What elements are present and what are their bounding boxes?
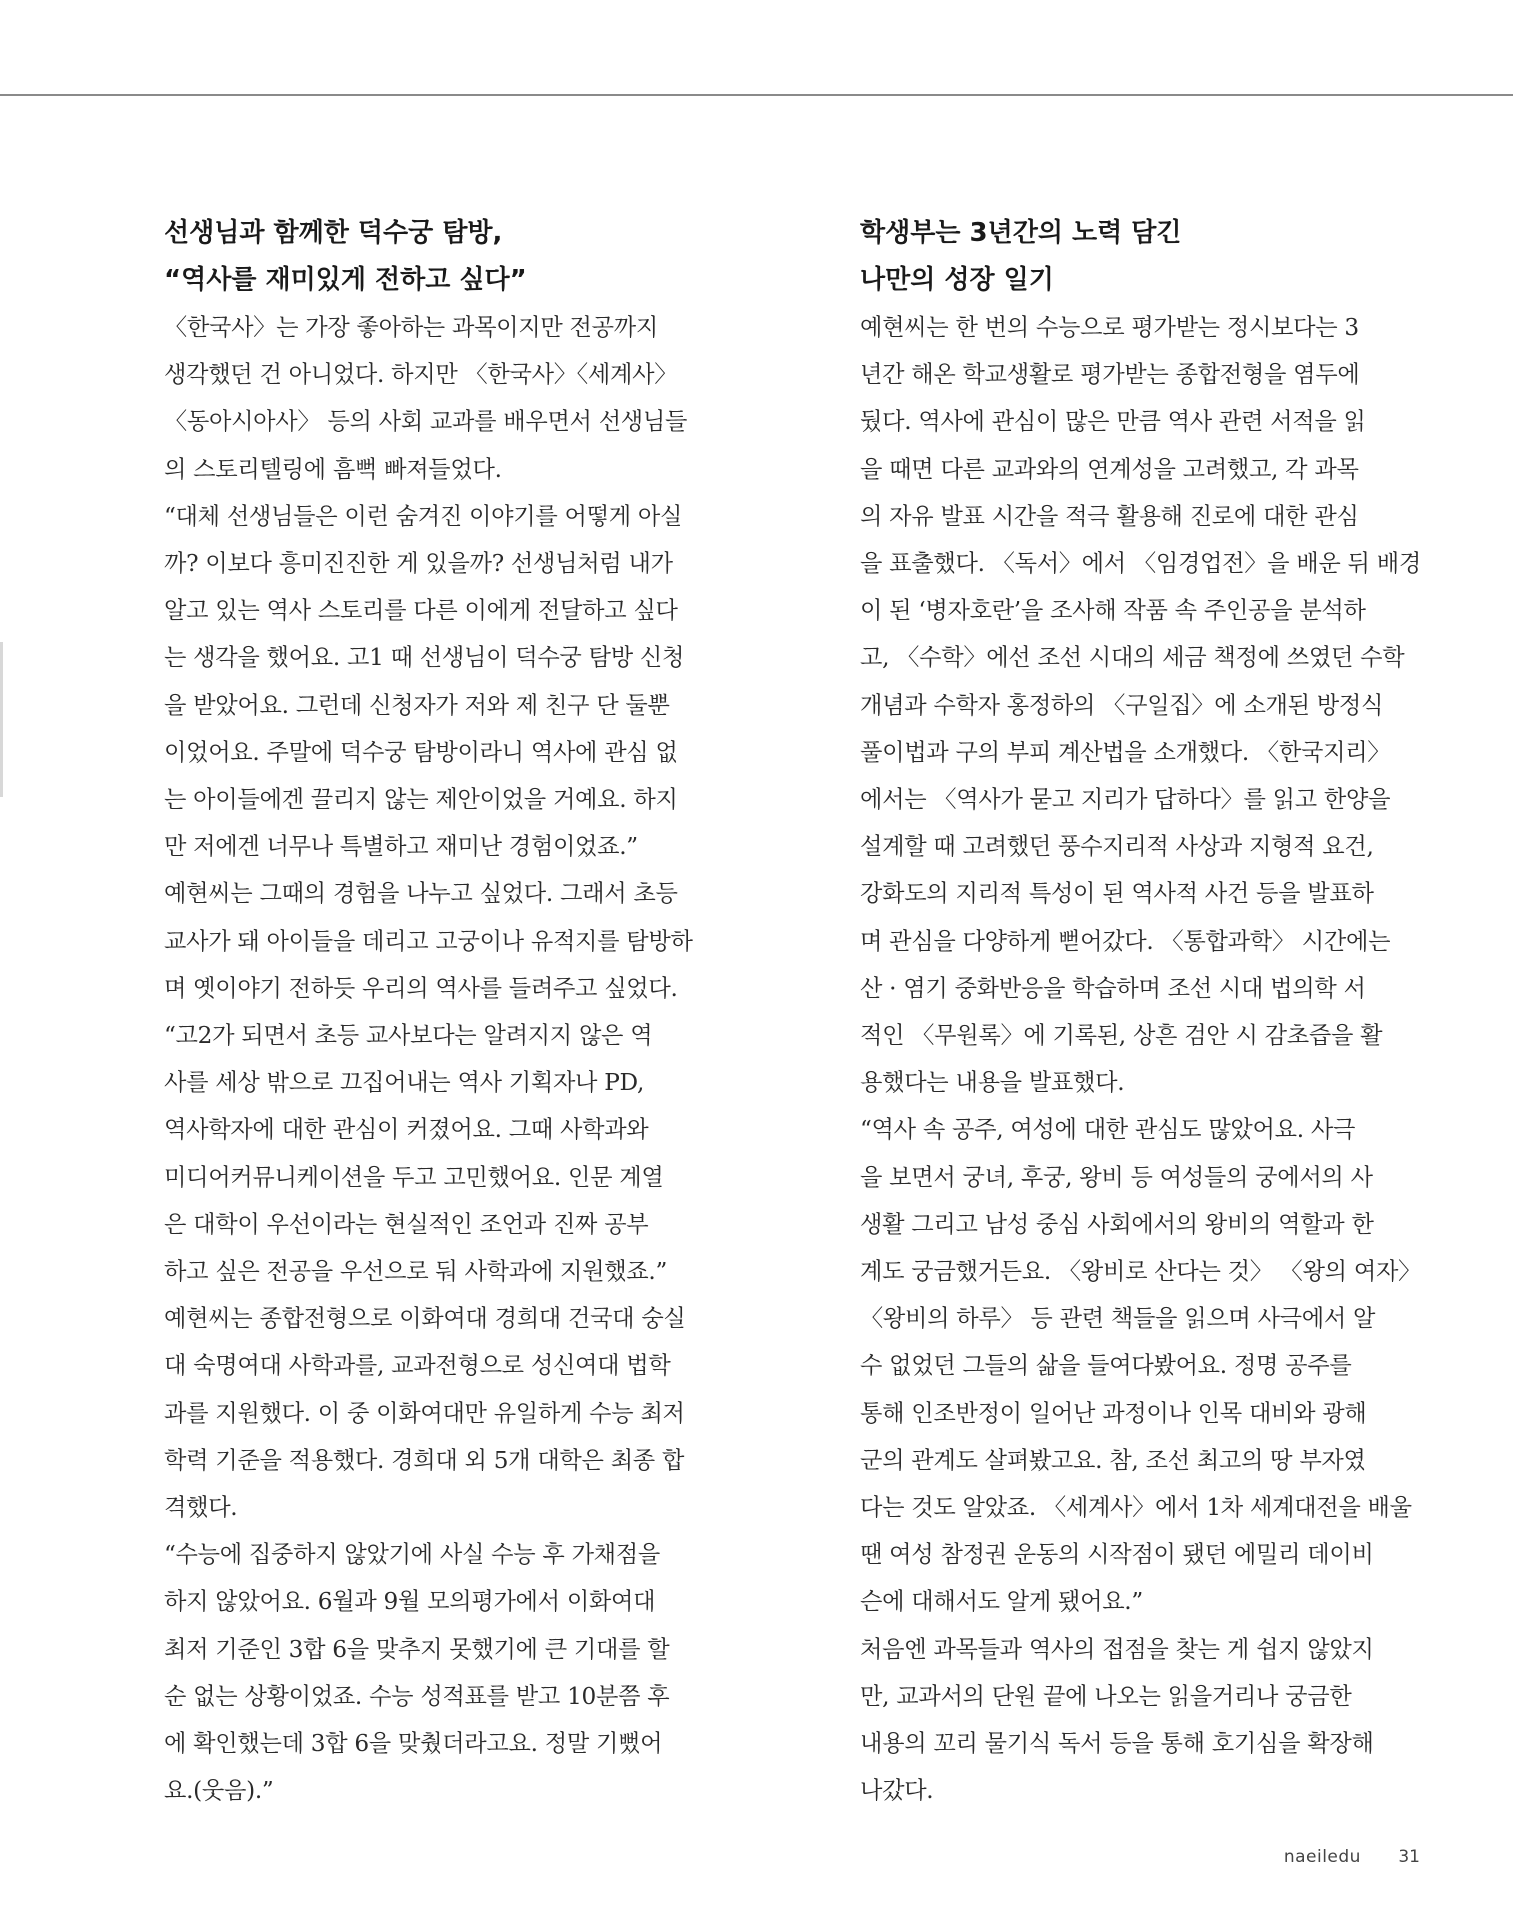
top-divider <box>0 94 1513 96</box>
quote-paragraph: “고2가 되면서 초등 교사보다는 알려지지 않은 역 사를 세상 밖으로 끄집어내는 역사 기획자나 PD, 역사학자에 대한 관심이 커졌어요. 그때 사학과와 미디어커뮤니케이션을 두고 고민했어요. 인문 계열 은 대학이 우선이라는 현실적인 조언과 진짜 공부 하고 싶은 전공을 우선으로 둬 사학과에 지원했죠.” <box>164 1022 668 1286</box>
heading-line: 나만의 성장 일기 <box>860 265 1054 295</box>
heading-line: 선생님과 함께한 덕수궁 탐방, <box>164 218 503 248</box>
quote-paragraph: “대체 선생님들은 이런 숨겨진 이야기를 어떻게 아실 까? 이보다 흥미진진한 게 있을까? 선생님처럼 내가 알고 있는 역사 스토리를 다른 이에게 전달하고 싶다 는 생각을 했어요. 고1 때 선생님이 덕수궁 탐방 신청 을 받았어요. 그런데 신청자가 저와 제 친구 단 둘뿐 이었어요. 주말에 덕수궁 탐방이라니 역사에 관심 없 는 아이들에겐 끌리지 않는 제안이었을 거예요. 하지 만 저에겐 너무나 특별하고 재미난 경험이었죠.” <box>164 502 685 861</box>
heading-line: “역사를 재미있게 전하고 싶다” <box>164 265 527 295</box>
body-paragraph: 〈한국사〉는 가장 좋아하는 과목이지만 전공까지 생각했던 건 아니었다. 하지만 〈한국사〉〈세계사〉 〈동아시아사〉 등의 사회 교과를 배우면서 선생님들 의 스토리텔링에 흠뻑 빠져들었다. <box>164 314 688 483</box>
page-number: 31 <box>1398 1847 1420 1867</box>
left-column <box>164 210 724 1815</box>
section-heading-2 <box>860 210 1425 304</box>
page-footer <box>1284 1847 1420 1867</box>
heading-line: 학생부는 3년간의 노력 담긴 <box>860 218 1182 248</box>
section-heading-1 <box>164 210 724 304</box>
quote-paragraph: “역사 속 공주, 여성에 대한 관심도 많았어요. 사극 을 보면서 궁녀, 후궁, 왕비 등 여성들의 궁에서의 사 생활 그리고 남성 중심 사회에서의 왕비의 역할과 한 계도 궁금했거든요. 〈왕비로 산다는 것〉 〈왕의 여자〉 〈왕비의 하루〉 등 관련 책들을 읽으며 사극에서 알 수 없었던 그들의 삶을 들여다봤어요. 정명 공주를 통해 인조반정이 일어난 과정이나 인목 대비와 광해 군의 관계도 살펴봤고요. 참, 조선 최고의 땅 부자였 다는 것도 알았죠. 〈세계사〉에서 1차 세계대전을 배울 땐 여성 참정권 운동의 시작점이 됐던 에밀리 데이비 슨에 대해서도 알게 됐어요.” <box>860 1116 1421 1616</box>
right-column <box>860 210 1425 1815</box>
body-paragraph: 예현씨는 종합전형으로 이화여대 경희대 건국대 숭실 대 숙명여대 사학과를, 교과전형으로 성신여대 법학 과를 지원했다. 이 중 이화여대만 유일하게 수능 최저 학력 기준을 적용했다. 경희대 외 5개 대학은 최종 합 격했다. <box>164 1305 686 1522</box>
page-edge-mark <box>0 642 3 797</box>
body-paragraph: 예현씨는 한 번의 수능으로 평가받는 정시보다는 3 년간 해온 학교생활로 평가받는 종합전형을 염두에 뒀다. 역사에 관심이 많은 만큼 역사 관련 서적을 읽 을 때면 다른 교과와의 연계성을 고려했고, 각 과목 의 자유 발표 시간을 적극 활용해 진로에 대한 관심 을 표출했다. 〈독서〉에서 〈임경업전〉을 배운 뒤 배경 이 된 ‘병자호란’을 조사해 작품 속 주인공을 분석하 고, 〈수학〉에선 조선 시대의 세금 책정에 쓰였던 수학 개념과 수학자 홍정하의 〈구일집〉에 소개된 방정식 풀이법과 구의 부피 계산법을 소개했다. 〈한국지리〉 에서는 〈역사가 묻고 지리가 답하다〉를 읽고 한양을 설계할 때 고려했던 풍수지리적 사상과 지형적 요건, 강화도의 지리적 특성이 된 역사적 사건 등을 발표하 며 관심을 다양하게 뻗어갔다. 〈통합과학〉 시간에는 산 · 염기 중화반응을 학습하며 조선 시대 법의학 서 적인 〈무원록〉에 기록된, 상흔 검안 시 감초즙을 활 용했다는 내용을 발표했다. <box>860 314 1421 1097</box>
footer-brand: naeiledu <box>1283 1847 1361 1867</box>
body-paragraph: 처음엔 과목들과 역사의 접점을 찾는 게 쉽지 않았지 만, 교과서의 단원 끝에 나오는 읽을거리나 궁금한 내용의 꼬리 물기식 독서 등을 통해 호기심을 확장해 나갔다. <box>860 1635 1374 1805</box>
body-paragraph: 예현씨는 그때의 경험을 나누고 싶었다. 그래서 초등 교사가 돼 아이들을 데리고 고궁이나 유적지를 탐방하 며 옛이야기 전하듯 우리의 역사를 들려주고 싶었다. <box>164 880 693 1002</box>
quote-paragraph: “수능에 집중하지 않았기에 사실 수능 후 가채점을 하지 않았어요. 6월과 9월 모의평가에서 이화여대 최저 기준인 3합 6을 맞추지 못했기에 큰 기대를 할 순 없는 상황이었죠. 수능 성적표를 받고 10분쯤 후 에 확인했는데 3합 6을 맞췄더라고요. 정말 기뻤어 요.(웃음).” <box>164 1541 670 1805</box>
